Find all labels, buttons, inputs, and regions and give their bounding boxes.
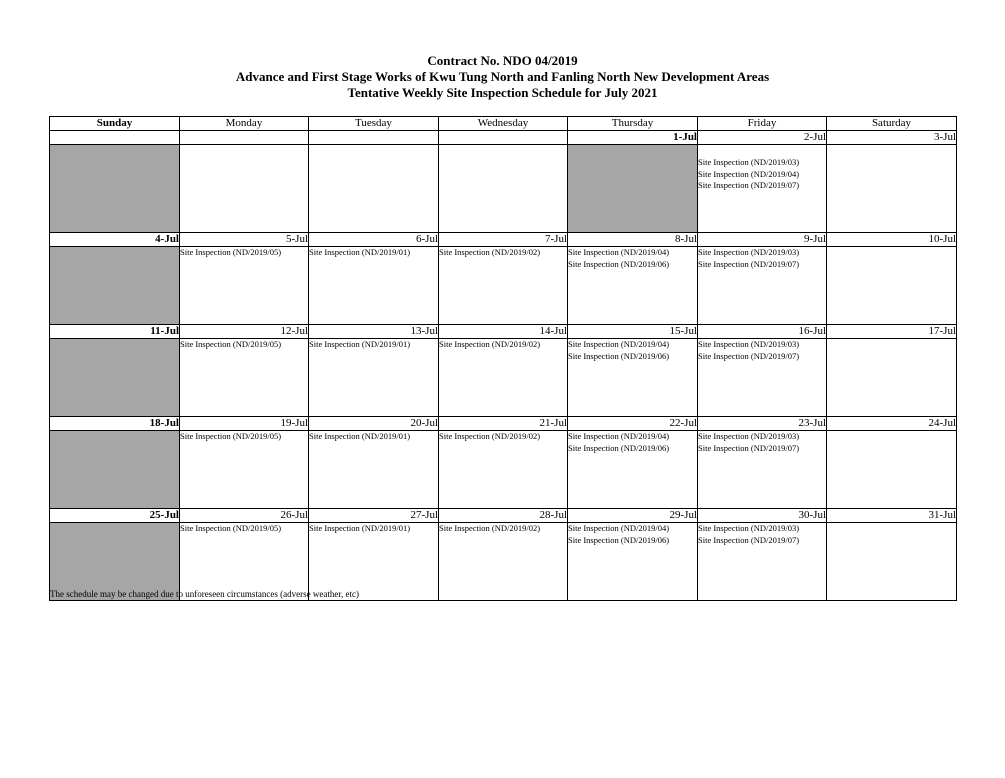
day-cell [698,145,827,233]
weekday-thursday: Thursday [568,117,698,131]
inspection-entry: Site Inspection (ND/2019/01) [309,339,411,349]
day-cell [568,145,698,233]
inspection-entry: Site Inspection (ND/2019/04) [698,168,800,179]
date-cell: 14-Jul [439,325,568,339]
inspection-entry: Site Inspection (ND/2019/06) [568,442,670,453]
day-cell [50,339,180,417]
day-cell [439,247,568,325]
inspection-entry: Site Inspection (ND/2019/03) [698,339,800,349]
date-cell: 10-Jul [827,233,957,247]
inspection-entry: Site Inspection (ND/2019/02) [439,523,541,533]
weekday-friday: Friday [698,117,827,131]
footnote: The schedule may be changed due to unforeseen circumstances (adverse weather, etc) [50,589,359,599]
day-cell [439,145,568,233]
date-cell: 20-Jul [309,417,439,431]
weekday-tuesday: Tuesday [309,117,439,131]
date-cell: 9-Jul [698,233,827,247]
day-cell [827,431,957,509]
date-cell: 17-Jul [827,325,957,339]
calendar-body [50,131,957,601]
date-cell: 16-Jul [698,325,827,339]
day-cell [698,523,827,601]
date-row [50,131,957,145]
date-cell: 30-Jul [698,509,827,523]
date-cell: 15-Jul [568,325,698,339]
date-cell: 13-Jul [309,325,439,339]
inspection-entry: Site Inspection (ND/2019/06) [568,350,670,361]
date-cell: 11-Jul [50,325,180,339]
day-cell [439,431,568,509]
day-cell [568,523,698,601]
day-cell [827,339,957,417]
inspection-entry: Site Inspection (ND/2019/03) [698,157,800,167]
date-cell: 25-Jul [50,509,180,523]
day-cell [309,431,439,509]
date-cell: 7-Jul [439,233,568,247]
inspection-entry: Site Inspection (ND/2019/05) [180,431,282,441]
day-cell [309,247,439,325]
date-cell: 1-Jul [568,131,698,145]
day-cell [698,247,827,325]
inspection-entry: Site Inspection (ND/2019/03) [698,523,800,533]
day-cell [568,431,698,509]
day-cell [309,339,439,417]
day-cell [180,339,309,417]
inspection-entry: Site Inspection (ND/2019/05) [180,339,282,349]
weekday-sunday: Sunday [50,117,180,131]
inspection-entry: Site Inspection (ND/2019/01) [309,247,411,257]
day-cell [180,431,309,509]
inspection-entry: Site Inspection (ND/2019/02) [439,431,541,441]
day-cell [698,339,827,417]
date-cell: 31-Jul [827,509,957,523]
date-cell: 22-Jul [568,417,698,431]
day-cell [439,523,568,601]
inspection-entry: Site Inspection (ND/2019/04) [568,523,670,533]
date-cell: 27-Jul [309,509,439,523]
inspection-entry: Site Inspection (ND/2019/07) [698,180,800,190]
contract-number: Contract No. NDO 04/2019 [427,53,578,68]
date-cell: 21-Jul [439,417,568,431]
date-cell [439,131,568,145]
inspection-entry: Site Inspection (ND/2019/06) [568,258,670,269]
date-cell: 12-Jul [180,325,309,339]
inspection-entry: Site Inspection (ND/2019/02) [439,339,541,349]
day-cell [698,431,827,509]
date-cell: 8-Jul [568,233,698,247]
inspection-entry: Site Inspection (ND/2019/07) [698,442,800,453]
inspection-entry: Site Inspection (ND/2019/03) [698,247,800,257]
inspection-entry: Site Inspection (ND/2019/01) [309,431,411,441]
date-cell [180,131,309,145]
weekday-wednesday: Wednesday [439,117,568,131]
date-cell: 6-Jul [309,233,439,247]
inspection-entry: Site Inspection (ND/2019/04) [568,247,670,257]
date-cell: 26-Jul [180,509,309,523]
date-cell: 3-Jul [827,131,957,145]
inspection-entry: Site Inspection (ND/2019/01) [309,523,411,533]
events-row [50,145,957,233]
date-cell: 24-Jul [827,417,957,431]
calendar-table [49,116,957,601]
weekday-header-row [50,117,957,131]
inspection-entry: Site Inspection (ND/2019/06) [568,534,670,545]
day-cell [439,339,568,417]
inspection-entry: Site Inspection (ND/2019/07) [698,350,800,361]
inspection-entry: Site Inspection (ND/2019/07) [698,534,800,545]
date-cell: 23-Jul [698,417,827,431]
date-cell: 2-Jul [698,131,827,145]
date-cell: 19-Jul [180,417,309,431]
date-cell [50,131,180,145]
weekday-monday: Monday [180,117,309,131]
inspection-entry: Site Inspection (ND/2019/07) [698,258,800,269]
document-title-block [0,53,1005,101]
date-row [50,509,957,523]
project-name: Advance and First Stage Works of Kwu Tung North and Fanling North New Development Areas [235,69,770,84]
day-cell [50,431,180,509]
date-row [50,233,957,247]
day-cell [309,145,439,233]
day-cell [827,247,957,325]
day-cell [50,247,180,325]
date-cell: 29-Jul [568,509,698,523]
day-cell [827,523,957,601]
inspection-entry: Site Inspection (ND/2019/05) [180,523,282,533]
date-cell [309,131,439,145]
date-row [50,325,957,339]
inspection-entry: Site Inspection (ND/2019/03) [698,431,800,441]
date-cell: 18-Jul [50,417,180,431]
date-row [50,417,957,431]
inspection-entry: Site Inspection (ND/2019/02) [439,247,541,257]
day-cell [568,247,698,325]
day-cell [50,145,180,233]
events-row [50,431,957,509]
inspection-entry: Site Inspection (ND/2019/04) [568,339,670,349]
day-cell [180,145,309,233]
weekday-saturday: Saturday [827,117,957,131]
events-row [50,339,957,417]
day-cell [827,145,957,233]
inspection-entry: Site Inspection (ND/2019/05) [180,247,282,257]
events-row [50,247,957,325]
date-cell: 4-Jul [50,233,180,247]
date-cell: 5-Jul [180,233,309,247]
day-cell [180,247,309,325]
day-cell [568,339,698,417]
date-cell: 28-Jul [439,509,568,523]
schedule-title: Tentative Weekly Site Inspection Schedule for July 2021 [347,85,658,100]
inspection-entry: Site Inspection (ND/2019/04) [568,431,670,441]
